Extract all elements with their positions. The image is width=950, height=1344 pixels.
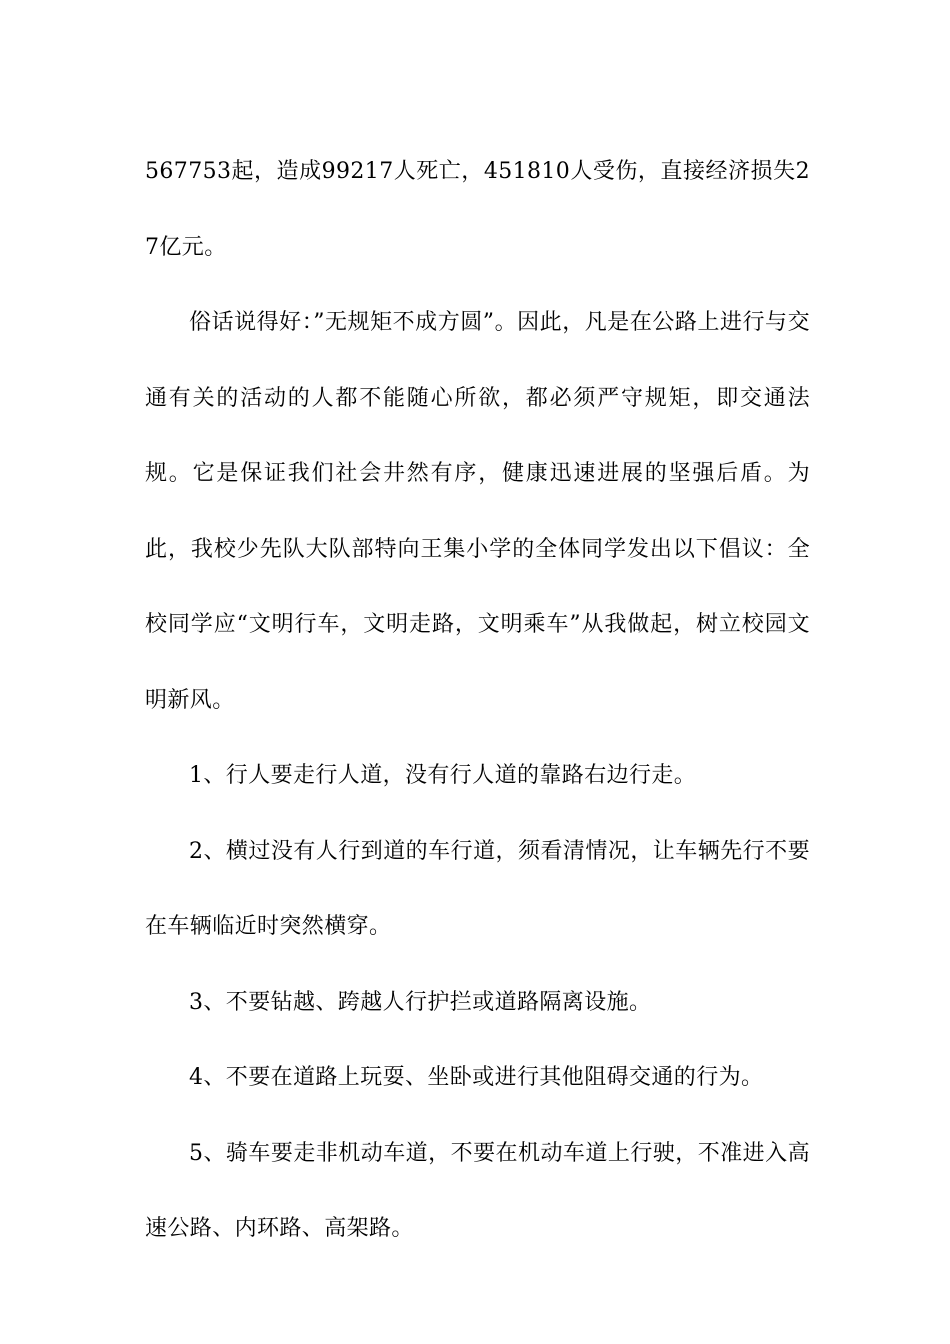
list-item-3: 3、不要钻越、跨越人行护拦或道路隔离设施。 bbox=[189, 989, 652, 1015]
list-item-5: 5、骑车要走非机动车道，不要在机动车道上行驶，不准进入高速公路、内环路、高架路。 bbox=[145, 1140, 810, 1241]
paragraph-proposal: 俗话说得好：”无规矩不成方圆”。因此，凡是在公路上进行与交通有关的活动的人都不能随心所欲，都必须严守规矩，即交通法规。它是保证我们社会井然有序，健康迅速进展的坚强后盾。为此，我校少先队大队部特向王集小学的全体同学发出以下倡议：全校同学应“文明行车，文明走路，文明乘车”从我做起，树立校园文明新风。 bbox=[145, 310, 810, 713]
list-item-1: 1、行人要走行人道，没有行人道的靠路右边行走。 bbox=[189, 763, 697, 788]
paragraph-continuation: 567753起，造成99217人死亡，451810人受伤，直接经济损失27亿元。 bbox=[145, 159, 810, 260]
document-body bbox=[145, 134, 810, 1267]
list-item-2: 2、横过没有人行到道的车行道，须看清情况，让车辆先行不要在车辆临近时突然横穿。 bbox=[145, 838, 810, 939]
list-item-4: 4、不要在道路上玩耍、坐卧或进行其他阻碍交通的行为。 bbox=[189, 1065, 764, 1090]
